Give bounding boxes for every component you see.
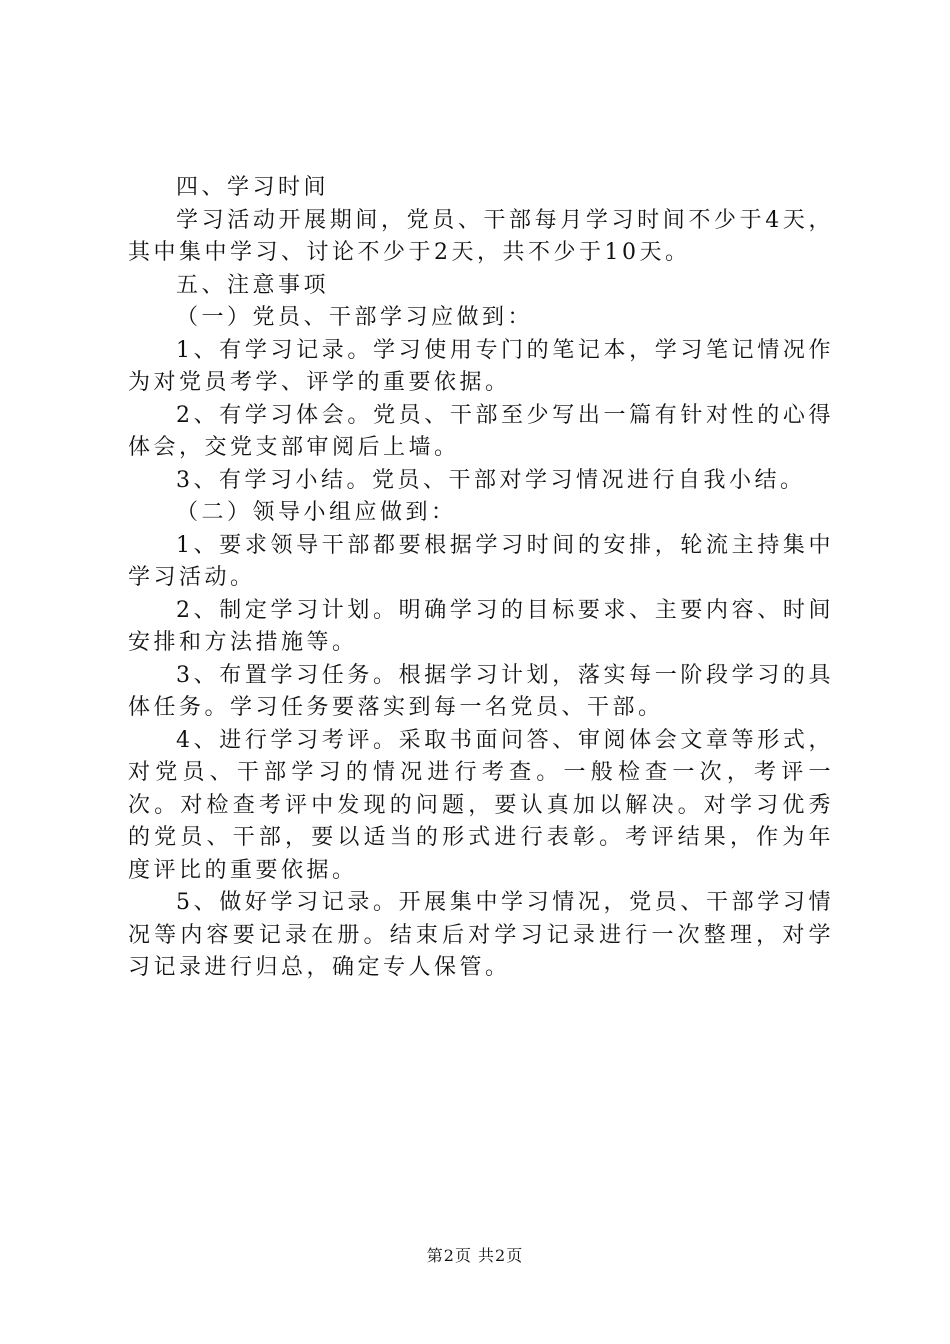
subheading-member-requirements: （一）党员、干部学习应做到： [176,305,534,330]
page-footer [0,1243,950,1266]
list-item-rotating-host: 1、要求领导干部都要根据学习时间的安排，轮流主持集中学习活动。 [128,532,834,590]
paragraph-study-time: 学习活动开展期间，党员、干部每月学习时间不少于4天，其中集中学习、讨论不少于2天，共不少于10天。 [128,207,834,265]
section-heading-notes: 五、注意事项 [176,272,330,298]
list-item-study-evaluation: 4、进行学习考评。采取书面问答、审阅体会文章等形式，对党员、干部学习的情况进行考查。一般检查一次，考评一次。对检查考评中发现的问题，要认真加以解决。对学习优秀的党员、干部，要以适当的形式进行表彰。考评结果，作为年度评比的重要依据。 [128,727,834,883]
subheading-leadership-requirements: （二）领导小组应做到： [176,500,457,525]
document-body [128,172,834,985]
section-heading-study-time: 四、学习时间 [176,175,330,200]
list-item-study-reflection: 2、有学习体会。党员、干部至少写出一篇有针对性的心得体会，交党支部审阅后上墙。 [128,402,834,460]
list-item-study-records-keeping: 5、做好学习记录。开展集中学习情况，党员、干部学习情况等内容要记录在册。结束后对学习记录进行一次整理，对学习记录进行归总，确定专人保管。 [128,890,834,980]
list-item-study-tasks: 3、布置学习任务。根据学习计划，落实每一阶段学习的具体任务。学习任务要落实到每一名党员、干部。 [128,662,834,720]
page-number: 第2页 共2页 [426,1246,524,1265]
list-item-study-record: 1、有学习记录。学习使用专门的笔记本，学习笔记情况作为对党员考学、评学的重要依据。 [128,337,834,395]
list-item-study-plan: 2、制定学习计划。明确学习的目标要求、主要内容、时间安排和方法措施等。 [128,597,834,655]
list-item-study-summary: 3、有学习小结。党员、干部对学习情况进行自我小结。 [176,467,806,493]
